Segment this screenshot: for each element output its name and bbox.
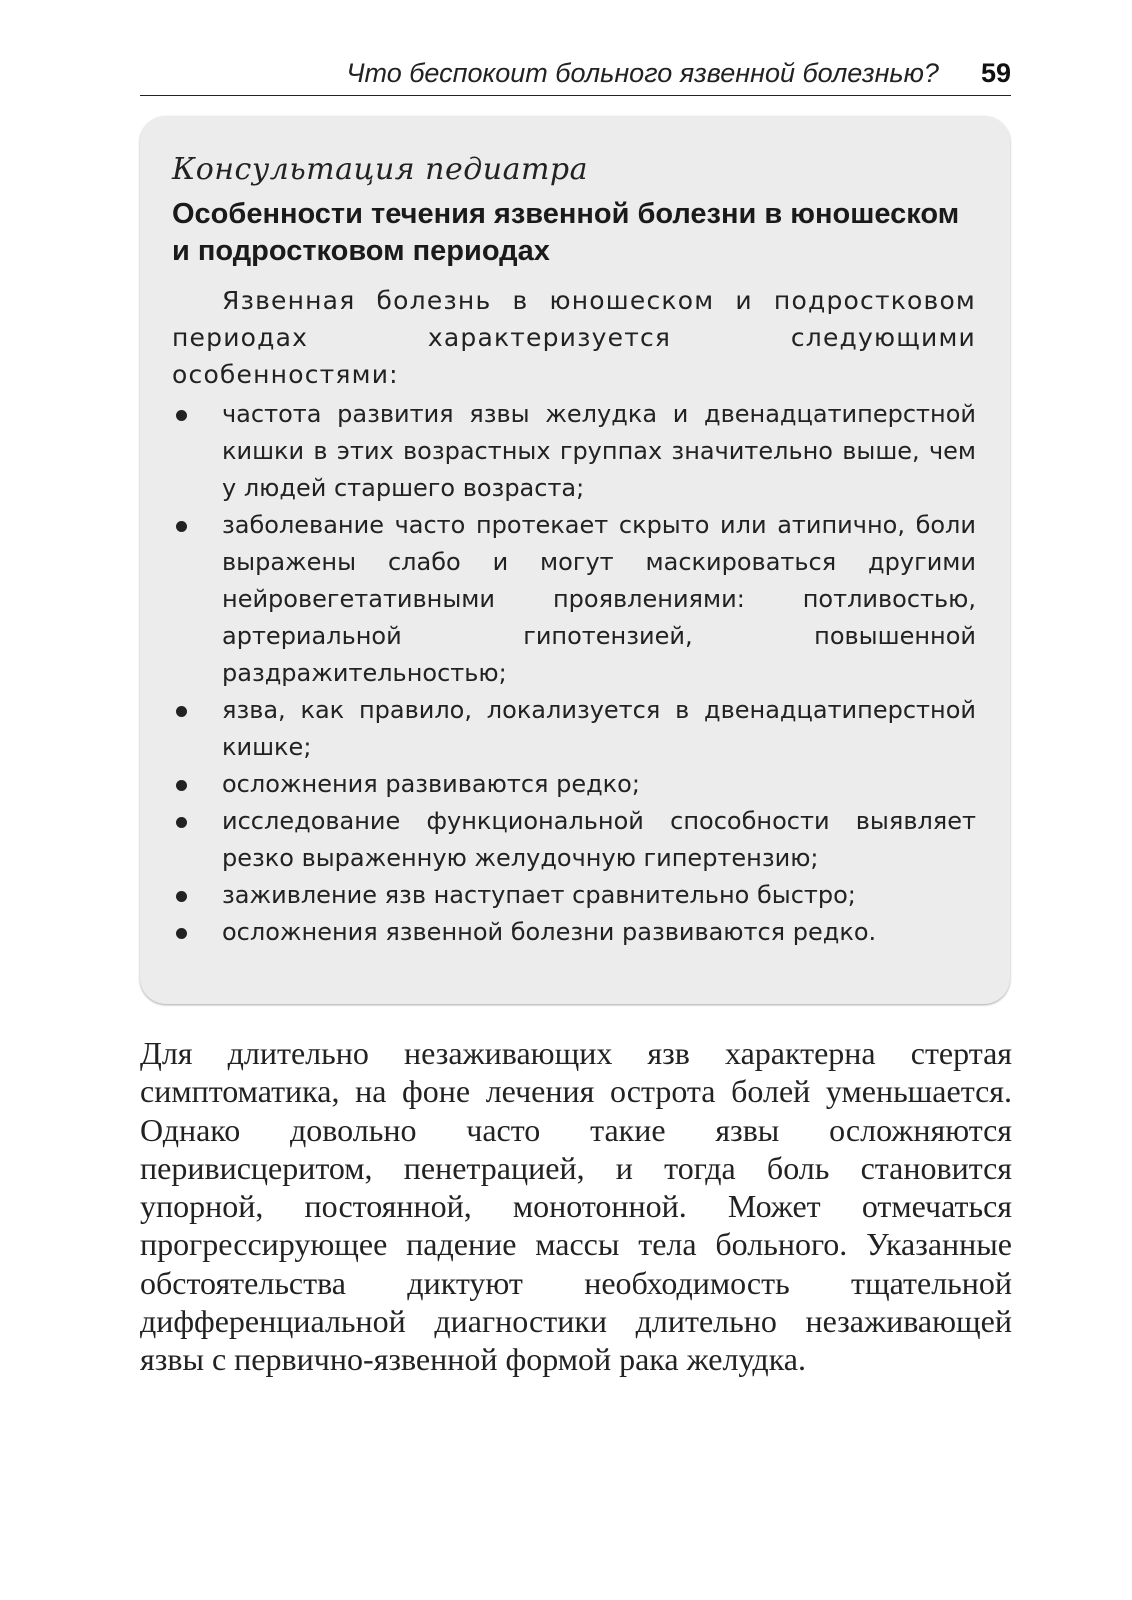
bullet-text: язва, как правило, локализуется в двенадцатиперстной кишке; <box>222 696 976 761</box>
bullet-text: заболевание часто протекает скрыто или атипично, боли выражены слабо и могут маскироваться другими нейровегетативными проявлениями: потливостью, артериальной гипотензией, повышенной раздражительностью; <box>222 511 976 687</box>
consultation-heading: Особенности течения язвенной болезни в юношеском и подростковом периодах <box>172 198 960 267</box>
bullet-item <box>172 507 976 692</box>
bullet-item <box>172 396 976 507</box>
page-number: 59 <box>980 58 1011 88</box>
bullet-icon <box>176 891 187 902</box>
bullet-text: осложнения язвенной болезни развиваются редко. <box>222 918 877 946</box>
running-title: Что беспокоит больного язвенной болезнью? <box>346 58 939 88</box>
bullet-icon <box>176 928 187 939</box>
bullet-item <box>172 766 976 803</box>
bullet-text: осложнения развиваются редко; <box>222 770 640 798</box>
bullet-text: исследование функциональной способности выявляет резко выраженную желудочную гипертензию; <box>222 807 976 872</box>
consultation-box <box>140 116 1010 1004</box>
bullet-text: заживление язв наступает сравнительно быстро; <box>222 881 856 909</box>
consultation-label: Консультация педиатра <box>172 152 588 187</box>
bullet-item <box>172 877 976 914</box>
bullet-text: частота развития язвы желудка и двенадцатиперстной кишки в этих возрастных группах значительно выше, чем у людей старшего возраста; <box>222 400 976 502</box>
bullet-icon <box>176 706 187 717</box>
bullet-item <box>172 914 976 951</box>
bullet-icon <box>176 521 187 532</box>
body-paragraph: Для длительно незаживающих язв характерна стертая симптоматика, на фоне лечения острота болей уменьшается. Однако довольно часто такие язвы осложняются перивисцеритом, пенетрацией, и тогда боль становится упорной, постоянной, монотонной. Может отмечаться прогрессирующее падение массы тела больного. Указанные обстоятельства диктуют необходимость тщательной дифференциальной диагностики длительно незаживающей язвы с первично-язвенной формой рака желудка. <box>140 1035 1012 1378</box>
consultation-intro: Язвенная болезнь в юношеском и подростковом периодах характеризуется следующими особенностями: <box>172 286 976 389</box>
bullet-icon <box>176 780 187 791</box>
bullet-item <box>172 803 976 877</box>
consultation-bullet-list <box>172 396 976 951</box>
bullet-icon <box>176 817 187 828</box>
bullet-icon <box>176 410 187 421</box>
running-header <box>140 52 1011 96</box>
bullet-item <box>172 692 976 766</box>
